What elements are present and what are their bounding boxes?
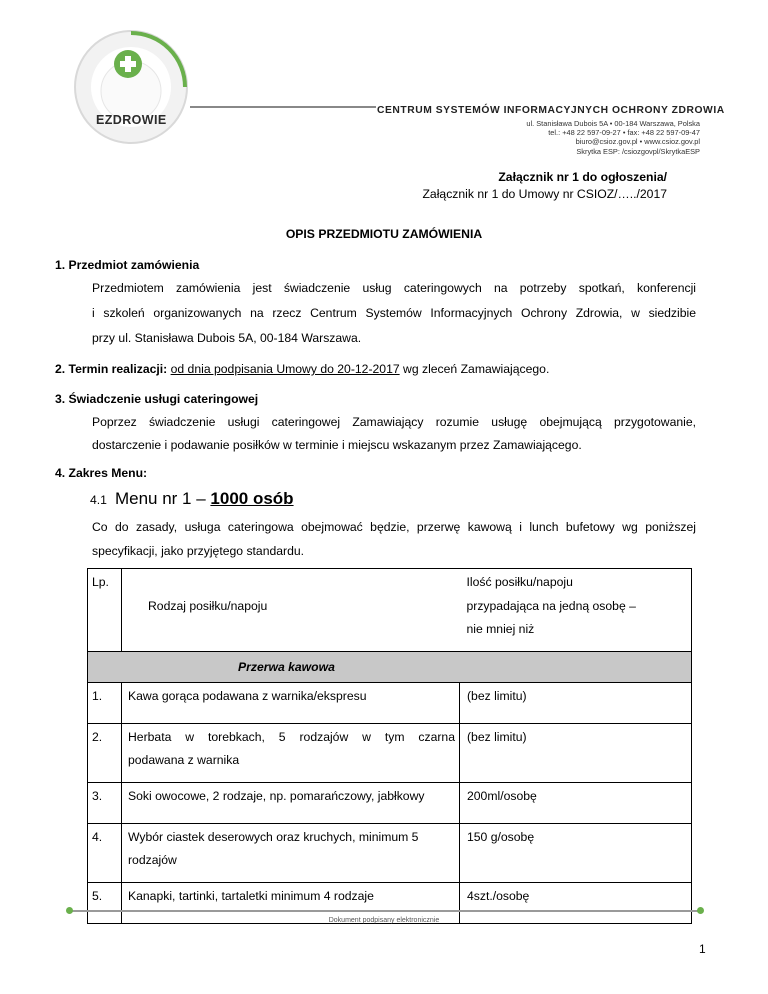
- section-4-line-1: Co do zasady, usługa cateringowa obejmować będzie, przerwę kawową i lunch bufetowy wg poniższej: [92, 520, 696, 534]
- row-lp: 2.: [88, 724, 122, 783]
- row-item-cell: [122, 824, 460, 883]
- subsection-4-1: [90, 489, 294, 509]
- page-number: 1: [699, 942, 706, 956]
- row-lp: 1.: [88, 683, 122, 724]
- menu-table: [87, 568, 692, 924]
- header-qty-1: Ilość posiłku/napoju: [466, 575, 573, 589]
- table-band-row: [88, 652, 692, 683]
- row-item-line-1: Wybór ciastek deserowych oraz kruchych, minimum 5: [128, 830, 419, 844]
- section-1-line-2: i szkoleń organizowanych na rzecz Centrum Systemów Informacyjnych Ochrony Zdrowia, w siedzibie: [92, 306, 696, 320]
- ezdrowie-logo: [72, 28, 190, 146]
- header-qty-2: przypadająca na jedną osobę –: [466, 599, 636, 613]
- table-header-row: [88, 569, 692, 652]
- section-2-label: 2. Termin realizacji:: [55, 362, 168, 376]
- row-item: Kanapki, tartinki, tartaletki minimum 4 rodzaje: [122, 883, 460, 924]
- header-lp: Lp.: [88, 569, 122, 652]
- row-qty: 4szt./osobę: [460, 883, 692, 924]
- footer-dot-right: [697, 907, 704, 914]
- section-3-line-2: dostarczenie i podawanie posiłków w terminie i miejscu wskazanym przez Zamawiającego.: [92, 438, 582, 452]
- header-qty-3: nie mniej niż: [466, 622, 535, 636]
- row-qty: 200ml/osobę: [460, 783, 692, 824]
- section-4-line-2: specyfikacji, jako przyjętego standardu.: [92, 544, 305, 558]
- section-2-rest: wg zleceń Zamawiającego.: [399, 362, 550, 376]
- contact-esp: Skrytka ESP: /csiozgovpl/SkrytkaESP: [576, 146, 700, 156]
- row-qty: (bez limitu): [460, 724, 692, 783]
- section-1-heading: 1. Przedmiot zamówienia: [55, 258, 200, 272]
- header-type: Rodzaj posiłku/napoju: [148, 599, 268, 613]
- row-item-line-1: Herbata w torebkach, 5 rodzajów w tym czarna: [128, 730, 455, 744]
- annex-line-1: Załącznik nr 1 do ogłoszenia/: [498, 170, 667, 184]
- header-divider: [190, 106, 376, 108]
- table-row: [88, 724, 692, 783]
- section-1-line-3: przy ul. Stanisława Dubois 5A, 00-184 Warszawa.: [92, 331, 362, 345]
- row-item: Soki owocowe, 2 rodzaje, np. pomarańczowy, jabłkowy: [122, 783, 460, 824]
- row-qty: 150 g/osobę: [460, 824, 692, 883]
- table-row: [88, 783, 692, 824]
- section-1-line-1: Przedmiotem zamówienia jest świadczenie usług cateringowych na potrzeby spotkań, konferencji: [92, 281, 696, 295]
- row-item-line-2: podawana z warnika: [128, 753, 240, 767]
- row-lp: 4.: [88, 824, 122, 883]
- footer-dot-left: [66, 907, 73, 914]
- contact-block: [526, 119, 700, 156]
- row-lp: 3.: [88, 783, 122, 824]
- section-3-heading: 3. Świadczenie usługi cateringowej: [55, 392, 259, 406]
- subsection-number: 4.1: [90, 493, 107, 507]
- table-row: [88, 683, 692, 724]
- signed-notice: Dokument podpisany elektronicznie: [328, 917, 440, 924]
- document-title: OPIS PRZEDMIOTU ZAMÓWIENIA: [285, 227, 483, 241]
- table-row: [88, 824, 692, 883]
- subsection-people: 1000 osób: [210, 489, 294, 508]
- band-label: Przerwa kawowa: [238, 660, 335, 674]
- logo-text: EZDROWIE: [96, 113, 167, 127]
- subsection-text: Menu nr 1 –: [114, 489, 211, 508]
- contact-phone: tel.: +48 22 597-09-27 • fax: +48 22 597-09-47: [548, 128, 700, 138]
- section-2: [55, 362, 549, 376]
- section-2-term: od dnia podpisania Umowy do 20-12-2017: [170, 362, 400, 376]
- row-lp: 5.: [88, 883, 122, 924]
- footer-divider: [70, 910, 700, 912]
- header-qty-cell: [460, 569, 692, 652]
- section-3-line-1: Poprzez świadczenie usługi cateringowej Zamawiający rozumie usługę obejmującą przygotowanie,: [92, 415, 696, 429]
- row-item: Kawa gorąca podawana z warnika/ekspresu: [122, 683, 460, 724]
- band-cell: [88, 652, 692, 683]
- contact-email: biuro@csioz.gov.pl • www.csioz.gov.pl: [575, 137, 700, 147]
- organization-name: CENTRUM SYSTEMÓW INFORMACYJNYCH OCHRONY ZDROWIA: [377, 105, 725, 116]
- annex-line-2: Załącznik nr 1 do Umowy nr CSIOZ/…../2017: [422, 187, 667, 201]
- header-type-cell: [122, 569, 460, 652]
- row-qty: (bez limitu): [460, 683, 692, 724]
- section-4-heading: 4. Zakres Menu:: [55, 466, 148, 480]
- row-item-cell: [122, 724, 460, 783]
- row-item-line-2: rodzajów: [128, 853, 177, 867]
- contact-address: ul. Stanisława Dubois 5A • 00-184 Warszawa, Polska: [526, 119, 700, 128]
